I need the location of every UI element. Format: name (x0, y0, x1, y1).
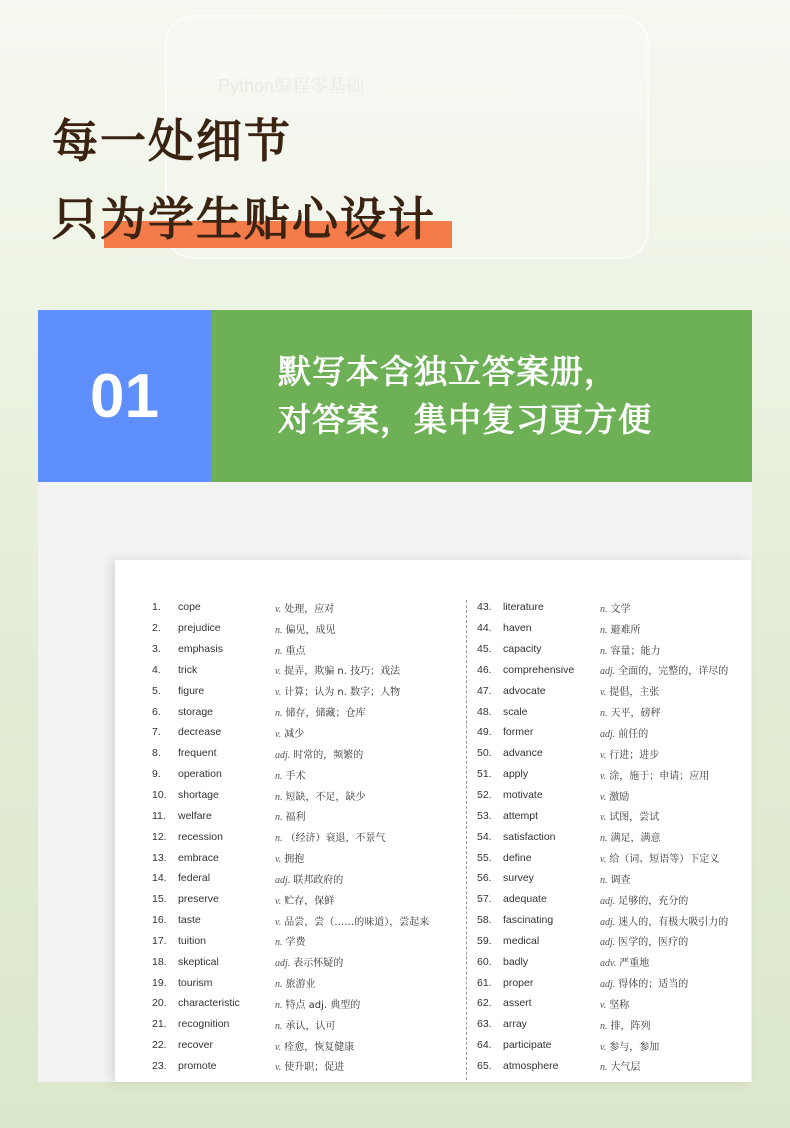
vocab-meaning: 天平，磅秤 (610, 708, 661, 720)
vocab-row (477, 660, 747, 681)
vocab-meaning: 短缺，不足，缺少 (285, 791, 366, 803)
vocab-definition (275, 933, 462, 948)
vocab-part-of-speech: n. (600, 874, 608, 886)
vocab-row (152, 660, 462, 681)
vocab-row (152, 597, 462, 618)
vocab-word: badly (503, 955, 529, 968)
vocab-definition (600, 808, 747, 823)
vocab-row (477, 805, 747, 826)
vocab-number: 53. (477, 809, 492, 822)
vocab-definition (600, 892, 747, 907)
vocab-row (477, 597, 747, 618)
vocab-row (477, 680, 747, 701)
vocab-definition (275, 1017, 462, 1032)
vocab-meaning: 时常的，频繁的 (293, 749, 364, 761)
vocab-definition (600, 1017, 747, 1032)
vocab-meaning: 偏见，成见 (285, 624, 336, 636)
vocab-definition (275, 683, 462, 698)
vocab-part-of-speech: v. (275, 895, 282, 907)
vocab-row (152, 826, 462, 847)
vocab-meaning: 福利 (285, 812, 306, 824)
vocab-word: advance (503, 747, 543, 760)
vocab-number: 51. (477, 768, 492, 781)
vocab-part-of-speech: n. (275, 999, 283, 1011)
vocab-definition (275, 600, 462, 615)
vocab-word: participate (503, 1039, 552, 1052)
vocab-definition (600, 850, 747, 865)
vocab-number: 1. (152, 601, 161, 614)
vocab-definition (600, 829, 747, 844)
vocab-word: emphasis (178, 643, 223, 656)
vocab-meaning: 痊愈，恢复健康 (284, 1041, 355, 1053)
vocab-word: apply (503, 768, 529, 781)
vocab-number: 10. (152, 789, 167, 802)
vocab-definition (275, 808, 462, 823)
vocab-word: literature (503, 601, 544, 614)
vocab-row (152, 931, 462, 952)
vocab-part-of-speech: v. (600, 854, 607, 866)
vocab-meaning: 联邦政府的 (293, 874, 344, 886)
vocab-meaning: 捉弄，欺骗 n. 技巧；戏法 (284, 666, 401, 678)
vocab-number: 11. (152, 809, 166, 822)
vocab-number: 18. (152, 955, 167, 968)
vocab-part-of-speech: v. (275, 1041, 282, 1053)
vocab-row (477, 785, 747, 806)
vocab-number: 48. (477, 705, 492, 718)
vocab-part-of-speech: adj. (600, 937, 616, 949)
vocab-meaning: 旅游业 (285, 979, 316, 991)
headline-line-1: 每一处细节 (52, 114, 292, 168)
feature-banner (38, 310, 752, 482)
vocab-part-of-speech: v. (275, 728, 282, 740)
vocab-definition (600, 621, 747, 636)
vocab-part-of-speech: n. (600, 708, 608, 720)
feature-number: 01 (90, 361, 159, 431)
vocab-definition (275, 954, 462, 969)
vocab-meaning: 大气层 (610, 1062, 641, 1074)
vocab-row (152, 722, 462, 743)
vocab-part-of-speech: adj. (275, 749, 291, 761)
vocab-word: adequate (503, 893, 547, 906)
vocab-word: scale (503, 705, 528, 718)
vocab-row (477, 1056, 747, 1077)
vocab-meaning: 表示怀疑的 (293, 958, 344, 970)
vocab-number: 4. (152, 663, 161, 676)
vocab-definition (600, 954, 747, 969)
vocab-definition (600, 600, 747, 615)
vocab-meaning: 参与，参加 (609, 1041, 660, 1053)
vocab-meaning: 学费 (285, 937, 306, 949)
vocab-definition (600, 725, 747, 740)
vocab-definition (275, 788, 462, 803)
feature-line-1: 默写本含独立答案册， (278, 352, 618, 391)
vocab-number: 22. (152, 1039, 167, 1052)
vocab-word: trick (178, 663, 198, 676)
vocab-number: 43. (477, 601, 492, 614)
vocab-definition (275, 662, 462, 677)
vocab-part-of-speech: v. (600, 770, 607, 782)
vocab-number: 49. (477, 726, 492, 739)
vocab-row (477, 931, 747, 952)
vocab-word: comprehensive (503, 663, 575, 676)
vocab-part-of-speech: v. (600, 812, 607, 824)
vocab-row (152, 910, 462, 931)
vocab-row (152, 889, 462, 910)
vocab-definition (600, 683, 747, 698)
vocab-number: 45. (477, 643, 492, 656)
vocab-part-of-speech: v. (275, 1062, 282, 1074)
headline-line-2: 只为学生贴心设计 (52, 192, 436, 246)
vocab-number: 62. (477, 997, 492, 1010)
vocab-number: 47. (477, 684, 492, 697)
background-ghost-text: Python编程零基础 (218, 76, 365, 96)
vocab-number: 63. (477, 1018, 492, 1031)
vocab-definition (275, 829, 462, 844)
vocab-word: prejudice (178, 622, 221, 635)
vocab-part-of-speech: adj. (600, 916, 616, 928)
vocab-meaning: 计算；认为 n. 数字；人物 (284, 687, 401, 699)
vocab-word: capacity (503, 643, 542, 656)
vocab-number: 12. (152, 830, 167, 843)
vocab-meaning: 调查 (610, 874, 631, 886)
vocab-meaning: 手术 (285, 770, 306, 782)
vocab-definition (275, 1058, 462, 1073)
vocab-part-of-speech: adj. (600, 666, 616, 678)
vocab-definition (600, 871, 747, 886)
vocab-column-right (477, 597, 747, 1076)
vocab-row (477, 701, 747, 722)
vocab-meaning: 激励 (609, 791, 630, 803)
vocab-row (477, 639, 747, 660)
vocab-definition (600, 913, 747, 928)
vocab-number: 60. (477, 955, 492, 968)
vocab-row (477, 618, 747, 639)
vocab-definition (275, 996, 462, 1011)
vocab-row (152, 847, 462, 868)
vocab-meaning: 得体的；适当的 (618, 979, 689, 991)
vocab-number: 8. (152, 747, 161, 760)
vocab-word: array (503, 1018, 527, 1031)
vocab-meaning: 满足，满意 (610, 833, 661, 845)
vocab-meaning: 足够的，充分的 (618, 895, 689, 907)
vocab-word: advocate (503, 684, 546, 697)
vocab-word: proper (503, 976, 534, 989)
vocab-definition (600, 704, 747, 719)
vocab-meaning: 贮存，保鲜 (284, 895, 335, 907)
vocab-part-of-speech: n. (600, 624, 608, 636)
vocab-number: 7. (152, 726, 161, 739)
vocab-meaning: 处理，应对 (284, 603, 335, 615)
vocab-part-of-speech: n. (275, 645, 283, 657)
vocab-meaning: 医学的，医疗的 (618, 937, 689, 949)
vocab-meaning: 使升职；促进 (284, 1062, 345, 1074)
vocab-part-of-speech: n. (275, 708, 283, 720)
vocab-meaning: 给（词、短语等）下定义 (609, 854, 720, 866)
vocab-word: define (503, 851, 532, 864)
vocab-row (152, 701, 462, 722)
vocab-meaning: 承认，认可 (285, 1020, 336, 1032)
vocab-number: 14. (152, 872, 167, 885)
vocab-word: operation (178, 768, 222, 781)
vocab-meaning: 拥抱 (284, 854, 305, 866)
vocab-row (477, 868, 747, 889)
vocab-row (477, 847, 747, 868)
vocab-row (477, 993, 747, 1014)
vocab-definition (275, 850, 462, 865)
vocab-number: 15. (152, 893, 167, 906)
vocab-part-of-speech: n. (600, 603, 608, 615)
vocab-number: 57. (477, 893, 492, 906)
vocab-meaning: （经济）衰退，不景气 (285, 833, 386, 845)
vocab-number: 52. (477, 789, 492, 802)
vocab-number: 6. (152, 705, 161, 718)
vocab-number: 16. (152, 914, 167, 927)
vocab-definition (275, 725, 462, 740)
answer-sheet (115, 560, 751, 1082)
vocab-row (477, 826, 747, 847)
vocab-part-of-speech: n. (275, 770, 283, 782)
vocab-number: 17. (152, 934, 167, 947)
vocab-definition (600, 996, 747, 1011)
vocab-definition (275, 1038, 462, 1053)
vocab-row (152, 972, 462, 993)
vocab-word: recession (178, 830, 223, 843)
vocab-definition (600, 642, 747, 657)
vocab-word: welfare (178, 809, 212, 822)
vocab-row (152, 805, 462, 826)
vocab-row (152, 951, 462, 972)
vocab-row (152, 743, 462, 764)
vocab-number: 21. (152, 1018, 167, 1031)
vocab-definition (275, 892, 462, 907)
vocab-row (152, 618, 462, 639)
vocab-word: haven (503, 622, 532, 635)
vocab-number: 3. (152, 643, 161, 656)
vocab-meaning: 品尝，尝（……的味道），尝起来 (284, 916, 430, 928)
feature-number-block (38, 310, 211, 482)
vocab-part-of-speech: v. (600, 749, 607, 761)
vocab-meaning: 涂，施于；申请；应用 (609, 770, 710, 782)
vocab-part-of-speech: v. (275, 854, 282, 866)
vocab-word: tourism (178, 976, 213, 989)
vocab-number: 19. (152, 976, 167, 989)
vocab-part-of-speech: v. (275, 916, 282, 928)
vocab-definition (275, 767, 462, 782)
vocab-row (152, 785, 462, 806)
vocab-part-of-speech: v. (275, 666, 282, 678)
vocab-word: recognition (178, 1018, 230, 1031)
vocab-definition (275, 621, 462, 636)
vocab-definition (600, 788, 747, 803)
vocab-word: tuition (178, 934, 207, 947)
vocab-word: promote (178, 1059, 217, 1072)
vocab-number: 23. (152, 1059, 167, 1072)
vocab-part-of-speech: adj. (600, 728, 616, 740)
vocab-meaning: 试图，尝试 (609, 812, 660, 824)
vocab-number: 65. (477, 1059, 492, 1072)
vocab-part-of-speech: n. (600, 645, 608, 657)
vocab-row (152, 1014, 462, 1035)
vocab-word: survey (503, 872, 534, 885)
vocab-definition (600, 662, 747, 677)
vocab-meaning: 储存，储藏；仓库 (285, 708, 366, 720)
vocab-word: former (503, 726, 534, 739)
vocab-number: 55. (477, 851, 492, 864)
vocab-word: frequent (178, 747, 217, 760)
vocab-definition (275, 642, 462, 657)
vocab-row (477, 951, 747, 972)
vocab-word: cope (178, 601, 201, 614)
vocab-definition (600, 767, 747, 782)
vocab-part-of-speech: adj. (275, 958, 291, 970)
vocab-definition (275, 746, 462, 761)
vocab-word: figure (178, 684, 205, 697)
vocab-word: taste (178, 914, 201, 927)
vocab-word: motivate (503, 789, 543, 802)
vocab-column-left (152, 597, 462, 1076)
vocab-word: shortage (178, 789, 219, 802)
vocab-meaning: 坚称 (609, 999, 630, 1011)
vocab-part-of-speech: v. (600, 1041, 607, 1053)
vocab-part-of-speech: n. (600, 833, 608, 845)
vocab-row (477, 1035, 747, 1056)
vocab-part-of-speech: v. (275, 603, 282, 615)
vocab-row (477, 889, 747, 910)
vocab-meaning: 行进；进步 (609, 749, 660, 761)
vocab-meaning: 严重地 (619, 958, 650, 970)
vocab-number: 46. (477, 663, 492, 676)
vocab-number: 5. (152, 684, 161, 697)
vocab-word: characteristic (178, 997, 240, 1010)
vocab-row (477, 743, 747, 764)
vocab-word: medical (503, 934, 540, 947)
vocab-word: attempt (503, 809, 539, 822)
vocab-row (152, 680, 462, 701)
vocab-row (152, 1056, 462, 1077)
vocab-number: 44. (477, 622, 492, 635)
vocab-word: satisfaction (503, 830, 556, 843)
vocab-number: 13. (152, 851, 167, 864)
vocab-row (152, 993, 462, 1014)
vocab-meaning: 排，阵列 (610, 1020, 651, 1032)
vocab-part-of-speech: adj. (600, 979, 616, 991)
vocab-word: atmosphere (503, 1059, 559, 1072)
vocab-number: 64. (477, 1039, 492, 1052)
vocab-meaning: 前任的 (618, 728, 649, 740)
vocab-meaning: 容量；能力 (610, 645, 661, 657)
vocab-part-of-speech: n. (275, 1020, 283, 1032)
vocab-word: federal (178, 872, 211, 885)
vocab-meaning: 避难所 (610, 624, 641, 636)
vocab-number: 58. (477, 914, 492, 927)
vocab-definition (600, 1058, 747, 1073)
vocab-number: 56. (477, 872, 492, 885)
vocab-part-of-speech: v. (275, 687, 282, 699)
vocab-definition (600, 1038, 747, 1053)
vocab-part-of-speech: v. (600, 791, 607, 803)
vocab-row (477, 910, 747, 931)
vocab-definition (275, 871, 462, 886)
vocab-meaning: 全面的，完整的，详尽的 (618, 666, 729, 678)
vocab-meaning: 文学 (610, 603, 631, 615)
vocab-part-of-speech: n. (275, 979, 283, 991)
vocab-part-of-speech: n. (275, 624, 283, 636)
vocab-definition (275, 975, 462, 990)
vocab-row (152, 868, 462, 889)
vocab-part-of-speech: n. (275, 833, 283, 845)
vocab-part-of-speech: n. (275, 937, 283, 949)
vocab-row (152, 764, 462, 785)
vocab-number: 9. (152, 768, 161, 781)
vocab-number: 61. (477, 976, 492, 989)
vocab-word: assert (503, 997, 532, 1010)
vocab-meaning: 迷人的，有极大吸引力的 (618, 916, 729, 928)
vocab-part-of-speech: n. (600, 1062, 608, 1074)
vocab-number: 20. (152, 997, 167, 1010)
vocab-meaning: 重点 (285, 645, 306, 657)
vocab-part-of-speech: adj. (275, 874, 291, 886)
vocab-part-of-speech: n. (275, 791, 283, 803)
vocab-row (477, 722, 747, 743)
vocab-word: embrace (178, 851, 219, 864)
vocab-number: 54. (477, 830, 492, 843)
vocab-word: fascinating (503, 914, 554, 927)
vocab-meaning: 减少 (284, 728, 305, 740)
vocab-definition (600, 975, 747, 990)
vocab-part-of-speech: adj. (600, 895, 616, 907)
vocab-word: recover (178, 1039, 214, 1052)
vocab-row (152, 639, 462, 660)
vocab-row (152, 1035, 462, 1056)
vocab-definition (600, 746, 747, 761)
feature-text-block (211, 310, 752, 482)
vocab-number: 59. (477, 934, 492, 947)
vocab-part-of-speech: v. (600, 687, 607, 699)
vocab-word: decrease (178, 726, 222, 739)
vocab-number: 50. (477, 747, 492, 760)
vocab-word: preserve (178, 893, 219, 906)
vocab-meaning: 特点 adj. 典型的 (285, 999, 361, 1011)
vocab-definition (275, 913, 462, 928)
column-divider (466, 600, 467, 1080)
vocab-part-of-speech: n. (275, 812, 283, 824)
feature-line-2: 对答案，集中复习更方便 (278, 400, 652, 439)
vocab-part-of-speech: v. (600, 999, 607, 1011)
vocab-part-of-speech: adv. (600, 958, 617, 970)
vocab-row (477, 1014, 747, 1035)
vocab-word: skeptical (178, 955, 219, 968)
vocab-meaning: 提倡，主张 (609, 687, 660, 699)
vocab-number: 2. (152, 622, 161, 635)
vocab-row (477, 972, 747, 993)
vocab-definition (600, 933, 747, 948)
vocab-definition (275, 704, 462, 719)
vocab-row (477, 764, 747, 785)
vocab-word: storage (178, 705, 214, 718)
vocab-part-of-speech: n. (600, 1020, 608, 1032)
